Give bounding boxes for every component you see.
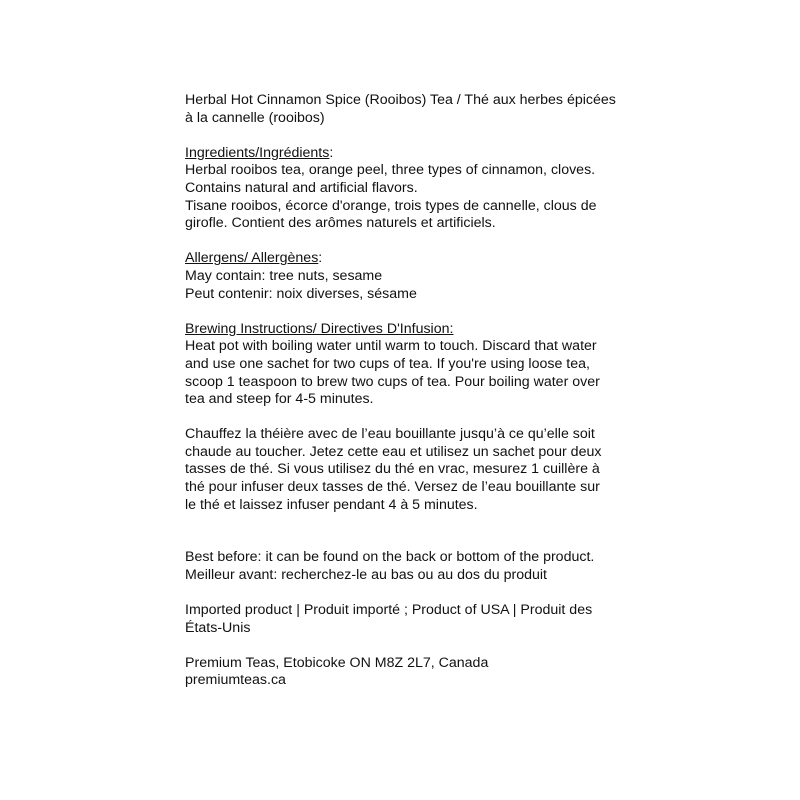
best-before-line: Meilleur avant: recherchez-le au bas ou au dos du produit — [185, 566, 547, 583]
brewing-english-line: Heat pot with boiling water until warm to touch. Discard that water — [185, 338, 597, 355]
product-label-document — [185, 92, 615, 690]
origin-section — [185, 602, 615, 637]
brewing-section — [185, 321, 615, 515]
spacer — [185, 233, 615, 251]
best-before-line: Best before: it can be found on the back or bottom of the product. — [185, 549, 595, 566]
brewing-english-line: scoop 1 teaspoon to brew two cups of tea. Pour boiling water over — [185, 373, 600, 390]
allergens-line: May contain: tree nuts, sesame — [185, 267, 383, 284]
brewing-french-line: Chauffez la théière avec de l’eau bouillante jusqu’à ce qu’elle soit — [185, 426, 595, 443]
ingredients-heading-text: Ingredients/Ingrédients — [185, 144, 330, 161]
brewing-english-line: tea and steep for 4-5 minutes. — [185, 391, 374, 408]
allergens-line: Peut contenir: noix diverses, sésame — [185, 285, 417, 302]
allergens-section — [185, 250, 615, 303]
allergens-heading — [185, 250, 615, 268]
origin-line: États-Unis — [185, 619, 251, 636]
ingredients-heading — [185, 145, 615, 163]
spacer — [185, 409, 615, 427]
brewing-french-line: chaude au toucher. Jetez cette eau et utilisez un sachet pour deux — [185, 443, 602, 460]
brewing-french-line: tasses de thé. Si vous utilisez du thé en vrac, mesurez 1 cuillère à — [185, 461, 600, 478]
ingredients-line: Tisane rooibos, écorce d'orange, trois types de cannelle, clous de — [185, 197, 597, 214]
allergens-heading-text: Allergens/ Allergènes — [185, 250, 319, 267]
best-before-section — [185, 549, 615, 584]
title-line: à la cannelle (rooibos) — [185, 109, 325, 126]
title-line: Herbal Hot Cinnamon Spice (Rooibos) Tea / Thé aux herbes épicées — [185, 92, 616, 108]
brewing-french-line: thé pour infuser deux tasses de thé. Versez de l’eau bouillante sur — [185, 479, 600, 496]
allergens-heading-colon: : — [318, 250, 323, 267]
ingredients-section — [185, 145, 615, 233]
ingredients-line: girofle. Contient des arômes naturels et artificiels. — [185, 215, 496, 232]
brewing-heading: Brewing Instructions/ Directives D'Infusion: — [185, 320, 454, 337]
company-section — [185, 655, 615, 690]
company-address: Premium Teas, Etobicoke ON M8Z 2L7, Canada — [185, 654, 489, 671]
spacer — [185, 637, 615, 655]
ingredients-heading-colon: : — [329, 144, 334, 161]
ingredients-line: Herbal rooibos tea, orange peel, three types of cinnamon, cloves. — [185, 162, 596, 179]
origin-line: Imported product | Produit importé ; Product of USA | Produit des — [185, 602, 593, 619]
spacer — [185, 303, 615, 321]
brewing-french-line: le thé et laissez infuser pendant 4 à 5 minutes. — [185, 496, 478, 513]
brewing-english-line: and use one sachet for two cups of tea. If you're using loose tea, — [185, 355, 590, 372]
spacer — [185, 514, 615, 549]
company-website: premiumteas.ca — [185, 672, 286, 689]
ingredients-line: Contains natural and artificial flavors. — [185, 179, 418, 196]
product-title — [185, 92, 615, 127]
spacer — [185, 584, 615, 602]
spacer — [185, 127, 615, 145]
